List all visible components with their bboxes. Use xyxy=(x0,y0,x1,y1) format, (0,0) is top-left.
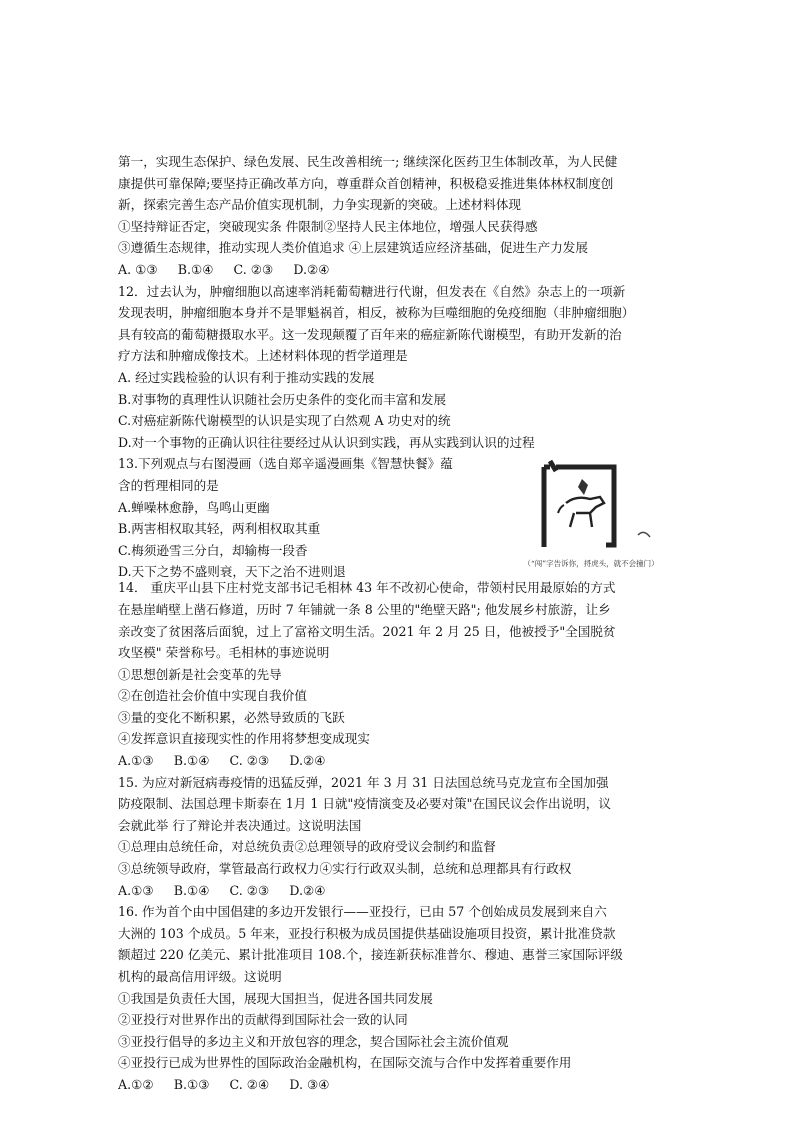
q11-options xyxy=(118,259,678,281)
q12-option-a: A. 经过实践检验的认识有利于推动实践的发展 xyxy=(118,369,375,385)
q14-line: ④发挥意识直接现实性的作用将梦想变成现实 xyxy=(118,731,370,747)
q11-line: ①坚持辩证否定，突破现实条 件限制②坚持人民主体地位，增强人民获得感 xyxy=(118,218,538,234)
cartoon-image xyxy=(504,457,678,573)
q15-option-b: B.①④ xyxy=(173,882,210,898)
question-12 xyxy=(118,281,678,454)
q13-option-a: A.蝉噪林愈静，鸟鸣山更幽 xyxy=(118,499,270,515)
q15-option-a: A.①③ xyxy=(118,882,154,898)
q12-option-d: D.对一个事物的正确认识往往要经过从认识到实践，再从实践到认识的过程 xyxy=(118,434,535,450)
q15-line: 会就此举 行了辩论并表决通过。这说明法国 xyxy=(118,817,362,833)
q12-option-c: C.对癌症新陈代谢模型的认识是实现了白然观 A 功史对的统 xyxy=(118,413,451,429)
q15-options xyxy=(118,880,678,902)
q11-option-c: C. ②③ xyxy=(233,261,274,277)
q16-options xyxy=(118,1074,678,1096)
question-11 xyxy=(118,151,678,281)
q14-line: ①思想创新是社会变革的先导 xyxy=(118,666,282,682)
q16-line: ①我国是负责任大国，展现大国担当，促进各国共同发展 xyxy=(118,990,433,1006)
q16-line: ④亚投行已成为世界性的国际政治金融机构，在国际交流与合作中发挥着重要作用 xyxy=(118,1055,572,1071)
q16-option-c: C. ②④ xyxy=(229,1076,270,1092)
q14-line: 亲改变了贫困落后面貌，过上了富裕文明生活。2021 年 2 月 25 日，他被授予"全国脱贫 xyxy=(118,623,616,639)
q11-line: 康提供可靠保障;要坚持正确改革方向，尊重群众首创精神，积极稳妥推进集体林权制度创 xyxy=(118,175,614,191)
q15-line: 防疫限制、法国总理卡斯泰在 1月 1 日就"疫情演变及必要对策"在国民议会作出说明，议 xyxy=(118,796,611,812)
q16-line: 16. 作为首个由中国倡建的多边开发银行——亚投行，已由 57 个创始成员发展到来自六 xyxy=(118,904,607,920)
q12-line: 疗方法和肿瘤成像技术。上述材料体现的哲学道理是 xyxy=(118,348,408,364)
cartoon-drawing xyxy=(504,457,678,557)
question-14 xyxy=(118,577,678,771)
q16-line: ③亚投行倡导的多边主义和开放包容的理念，契合国际社会主流价值观 xyxy=(118,1033,509,1049)
question-13 xyxy=(118,453,678,580)
q11-line: 第一，实现生态保护、绿色发展、民生改善相统一; 继续深化医药卫生体制改革，为人民健 xyxy=(118,154,618,169)
q11-line: 新，探索完善生态产品价值实现机制，力争实现新的突破。上述材料体现 xyxy=(118,197,521,213)
q12-line: 具有较高的葡萄糖摄取水平。这一发现颠覆了百年来的癌症新陈代谢模型，有助开发新的治 xyxy=(118,326,622,342)
question-16 xyxy=(118,901,678,1095)
q16-option-d: D. ③④ xyxy=(289,1076,330,1092)
q15-line: 15. 为应对新冠病毒疫情的迅猛反弹，2021 年 3 月 31 日法国总统马克龙宣布全国加强 xyxy=(118,774,609,790)
exam-page xyxy=(118,151,678,1096)
q15-option-c: C. ②③ xyxy=(229,882,270,898)
q12-line: 发现表明，肿瘤细胞本身并不是罪魁祸首，相反，被称为巨噬细胞的免疫细胞（非肿瘤细胞） xyxy=(118,305,635,321)
q16-line: 额超过 220 亿美元、累计批准项目 108.个，接连新获标准普尔、穆迪、惠誉三家国际评级 xyxy=(118,947,623,963)
q14-line: ②在创造社会价值中实现自我价值 xyxy=(118,688,307,704)
q16-option-b: B.①③ xyxy=(173,1076,210,1092)
cartoon-caption: （“闯”字告诉你，捋虎头，就不会撞门） xyxy=(523,559,659,569)
q14-line: 14． 重庆平山县下庄村党支部书记毛相林 43 年不改初心使命，带领村民用最原始的方式 xyxy=(118,580,616,596)
q15-option-d: D.②④ xyxy=(289,882,326,898)
q14-line: 在悬崖峭壁上凿石修道，历时 7 年铺就一条 8 公里的"绝壁天路"; 他发展乡村旅游，让乡 xyxy=(118,601,611,617)
q12-line: 12．过去认为，肿瘤细胞以高速率消耗葡萄糖进行代谢，但发表在《自然》杂志上的一项新 xyxy=(118,283,626,299)
q16-option-a: A.①② xyxy=(118,1076,154,1092)
question-15 xyxy=(118,772,678,902)
q14-option-a: A.①③ xyxy=(118,753,154,769)
q16-line: 大洲的 103 个成员。5 年来，亚投行积极为成员国提供基础设施项目投资，累计批准贷款 xyxy=(118,925,616,941)
q11-option-d: D.②④ xyxy=(293,261,330,277)
q15-line: ③总统领导政府，掌管最高行政权力④实行行政双头制，总统和总理都具有行政权 xyxy=(118,861,572,877)
q13-option-d: D.天下之势不盛则衰，天下之治不进则退 xyxy=(118,564,346,580)
q14-options xyxy=(118,750,678,772)
q13-line: 13.下列观点与右图漫画（选自郑辛遥漫画集《智慧快餐》蕴 xyxy=(118,456,453,472)
q14-line: ③量的变化不断积累，必然导致质的飞跃 xyxy=(118,709,345,725)
q11-line: ③遵循生态规律，推动实现人类价值追求 ④上层建筑适应经济基础，促进生产力发展 xyxy=(118,240,588,256)
q13-option-c: C.梅须逊雪三分白，却输梅一段香 xyxy=(118,542,308,558)
q11-option-b: B.①④ xyxy=(177,261,214,277)
q16-line: 机构的最高信用评级。这说明 xyxy=(118,969,282,984)
q14-option-b: B.①④ xyxy=(173,753,210,769)
q14-option-c: C. ②③ xyxy=(229,753,270,769)
q16-line: ②亚投行对世界作出的贡献得到国际社会一致的认同 xyxy=(118,1012,408,1028)
q13-line: 含的哲理相同的是 xyxy=(118,477,219,493)
q14-option-d: D.②④ xyxy=(289,753,326,769)
q14-line: 攻坚模" 荣誉称号。毛相林的事迹说明 xyxy=(118,645,330,661)
q11-option-a: A. ①③ xyxy=(118,261,158,277)
q13-option-b: B.两害相权取其轻，两利相权取其重 xyxy=(118,521,321,537)
q12-option-b: B.对事物的真理性认识随社会历史条件的变化而丰富和发展 xyxy=(118,391,447,407)
q15-line: ①总理由总统任命，对总统负责②总理领导的政府受议会制约和监督 xyxy=(118,839,496,855)
